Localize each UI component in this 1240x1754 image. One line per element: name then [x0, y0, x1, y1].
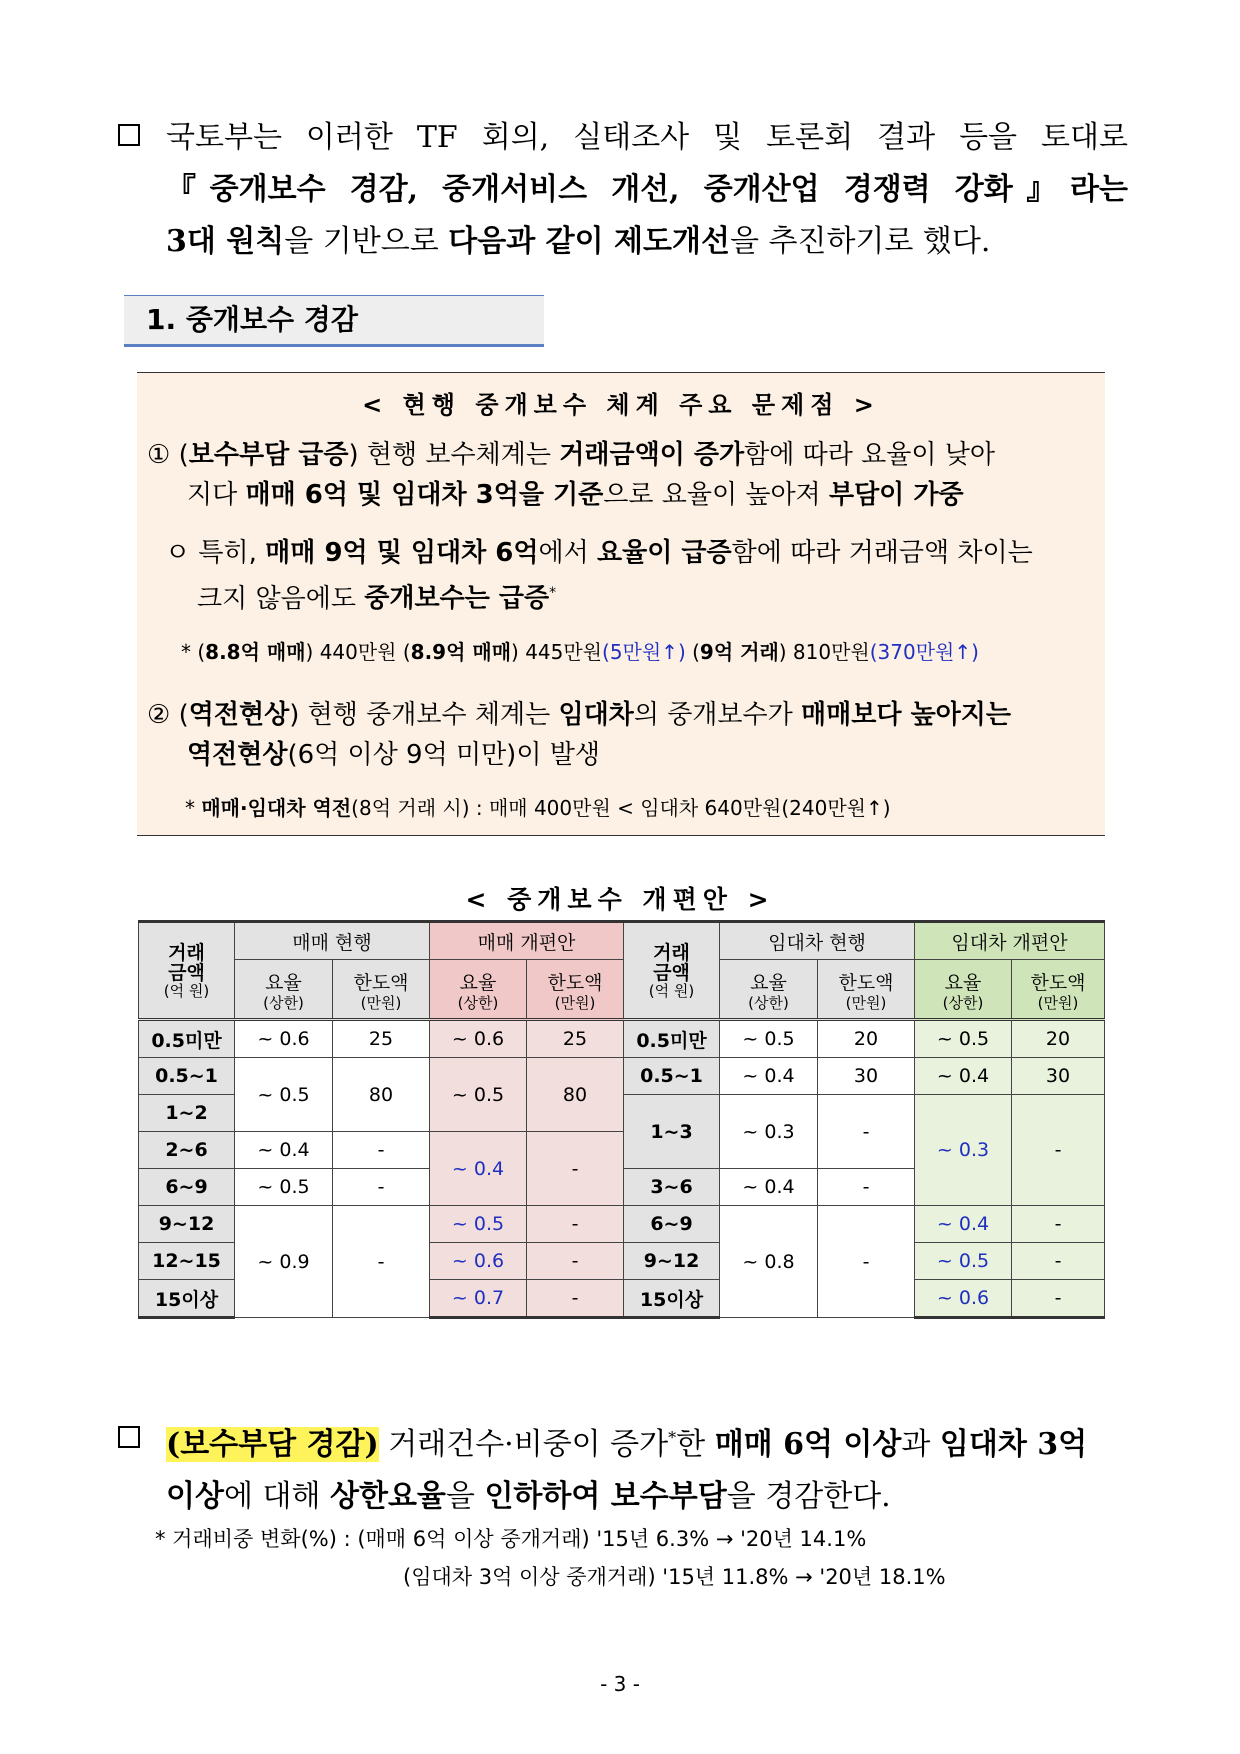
limit-header: 한도액 (만원)	[527, 960, 624, 1020]
table-cell: ~ 0.6	[430, 1243, 527, 1280]
table-row-label: 0.5~1	[139, 1058, 235, 1095]
relief-notes	[155, 1520, 946, 1596]
table-row-label: 0.5~1	[624, 1058, 720, 1095]
relief-note-2: (임대차 3억 이상 중개거래) '15년 11.8% → '20년 18.1%	[403, 1565, 946, 1589]
rate-header: 요율 (상한)	[915, 960, 1012, 1020]
table-cell: -	[527, 1280, 624, 1318]
table-cell: 30	[818, 1058, 915, 1095]
rate-header: 요율 (상한)	[720, 960, 818, 1020]
problem-1-sub-marker: ㅇ	[165, 538, 191, 568]
relief-paragraph	[118, 1412, 1128, 1523]
relief-highlight: (보수부담 경감)	[166, 1427, 379, 1462]
table-row-label: 15이상	[139, 1280, 235, 1318]
table-cell: -	[818, 1206, 915, 1318]
table-cell: -	[527, 1132, 624, 1206]
table-cell: ~ 0.5	[430, 1206, 527, 1243]
sale-current-header: 매매 현행	[235, 922, 430, 960]
table-row-label: 12~15	[139, 1243, 235, 1280]
table-cell: ~ 0.6	[430, 1020, 527, 1058]
table-cell: ~ 0.6	[915, 1280, 1012, 1318]
table-cell: -	[1012, 1280, 1105, 1318]
table-cell: ~ 0.5	[720, 1020, 818, 1058]
table-row-label: 6~9	[139, 1169, 235, 1206]
lease-reform-header: 임대차 개편안	[915, 922, 1105, 960]
table-cell: ~ 0.3	[720, 1095, 818, 1169]
problem-2-note: * 매매·임대차 역전(8억 거래 시) : 매매 400만원 < 임대차 640만원(240만원↑)	[185, 796, 891, 820]
table-row-label: 1~3	[624, 1095, 720, 1169]
table-cell: ~ 0.5	[235, 1058, 333, 1132]
table-row-label: 0.5미만	[624, 1020, 720, 1058]
table-cell: -	[333, 1132, 430, 1169]
table-cell: -	[333, 1206, 430, 1318]
table-cell: -	[333, 1169, 430, 1206]
table-cell: -	[527, 1243, 624, 1280]
table-row-label: 6~9	[624, 1206, 720, 1243]
table-cell: -	[1012, 1095, 1105, 1206]
problem-2-marker: ②	[147, 700, 171, 730]
table-cell: ~ 0.4	[235, 1132, 333, 1169]
rate-header: 요율 (상한)	[235, 960, 333, 1020]
problem-2: ② (역전현상) 현행 중개보수 체계는 임대차의 중개보수가 매매보다 높아지는 역전현상(6억 이상 9억 미만)이 발생	[147, 700, 1012, 770]
relief-note-1: * 거래비중 변화(%) : (매매 6억 이상 중개거래) '15년 6.3% → '20년 14.1%	[155, 1527, 867, 1551]
table-row-label: 9~12	[624, 1243, 720, 1280]
table-cell: ~ 0.5	[430, 1058, 527, 1132]
limit-header: 한도액 (만원)	[1012, 960, 1105, 1020]
section-title: 1. 중개보수 경감	[124, 295, 544, 347]
table-cell: 20	[1012, 1020, 1105, 1058]
table-cell: ~ 0.9	[235, 1206, 333, 1318]
table-cell: 80	[527, 1058, 624, 1132]
table-cell: 30	[1012, 1058, 1105, 1095]
table-cell: 25	[333, 1020, 430, 1058]
reform-title: < 중개보수 개편안 >	[465, 885, 775, 914]
lease-current-header: 임대차 현행	[720, 922, 915, 960]
table-cell: ~ 0.6	[235, 1020, 333, 1058]
page-number: - 3 -	[600, 1672, 640, 1696]
table-cell: -	[527, 1206, 624, 1243]
limit-header: 한도액 (만원)	[818, 960, 915, 1020]
table-cell: ~ 0.4	[720, 1169, 818, 1206]
table-row-label: 0.5미만	[139, 1020, 235, 1058]
fee-reform-table	[138, 920, 1105, 1319]
sale-amount-header: 거래금액 (억 원)	[139, 922, 235, 1020]
table-cell: 20	[818, 1020, 915, 1058]
table-cell: 25	[527, 1020, 624, 1058]
lease-amount-header: 거래금액 (억 원)	[624, 922, 720, 1020]
table-cell: -	[818, 1095, 915, 1169]
table-cell: ~ 0.4	[720, 1058, 818, 1095]
relief-line-2: 이상에 대해 상한요율을 인하하여 보수부담을 경감한다.	[166, 1479, 891, 1514]
intro-line-2: 『중개보수 경감, 중개서비스 개선, 중개산업 경쟁력 강화』라는	[166, 172, 1128, 207]
table-row-label: 15이상	[624, 1280, 720, 1318]
table-row-label: 9~12	[139, 1206, 235, 1243]
table-cell: ~ 0.5	[915, 1243, 1012, 1280]
limit-header: 한도액 (만원)	[333, 960, 430, 1020]
problem-1-marker: ①	[147, 440, 171, 470]
table-row-label: 3~6	[624, 1169, 720, 1206]
relief-line-1: (보수부담 경감) 거래건수·비중이 증가*한 매매 6억 이상과 임대차 3억	[166, 1427, 1088, 1462]
problem-box-title: < 현행 중개보수 체계 주요 문제점 >	[362, 391, 880, 419]
table-cell: ~ 0.8	[720, 1206, 818, 1318]
problem-1-note: * (8.8억 매매) 440만원 (8.9억 매매) 445만원(5만원↑) (9억 거래) 810만원(370만원↑)	[181, 640, 979, 664]
intro-line-1: 국토부는 이러한 TF 회의, 실태조사 및 토론회 결과 등을 토대로	[166, 120, 1128, 155]
checkbox-bullet-icon	[118, 1426, 140, 1448]
sale-reform-header: 매매 개편안	[430, 922, 624, 960]
table-cell: 80	[333, 1058, 430, 1132]
table-cell: ~ 0.4	[430, 1132, 527, 1206]
problem-box	[137, 372, 1105, 836]
table-cell: ~ 0.5	[915, 1020, 1012, 1058]
table-cell: ~ 0.4	[915, 1206, 1012, 1243]
intro-line-3: 3대 원칙을 기반으로 다음과 같이 제도개선을 추진하기로 했다.	[166, 224, 991, 259]
checkbox-bullet-icon	[118, 124, 140, 146]
table-row-label: 1~2	[139, 1095, 235, 1132]
table-row-label: 2~6	[139, 1132, 235, 1169]
table-cell: ~ 0.7	[430, 1280, 527, 1318]
rate-header: 요율 (상한)	[430, 960, 527, 1020]
table-cell: ~ 0.5	[235, 1169, 333, 1206]
problem-1-sub: ㅇ 특히, 매매 9억 및 임대차 6억에서 요율이 급증함에 따라 거래금액 차이는 크지 않음에도 중개보수는 급증*	[165, 538, 1033, 614]
table-cell: -	[1012, 1206, 1105, 1243]
table-cell: ~ 0.4	[915, 1058, 1012, 1095]
table-cell: -	[818, 1169, 915, 1206]
table-cell: -	[1012, 1243, 1105, 1280]
problem-1: ① (보수부담 급증) 현행 보수체계는 거래금액이 증가함에 따라 요율이 낮아 지다 매매 6억 및 임대차 3억을 기준으로 요율이 높아져 부담이 가중	[147, 440, 995, 510]
intro-paragraph	[118, 112, 1128, 268]
table-cell: ~ 0.3	[915, 1095, 1012, 1206]
